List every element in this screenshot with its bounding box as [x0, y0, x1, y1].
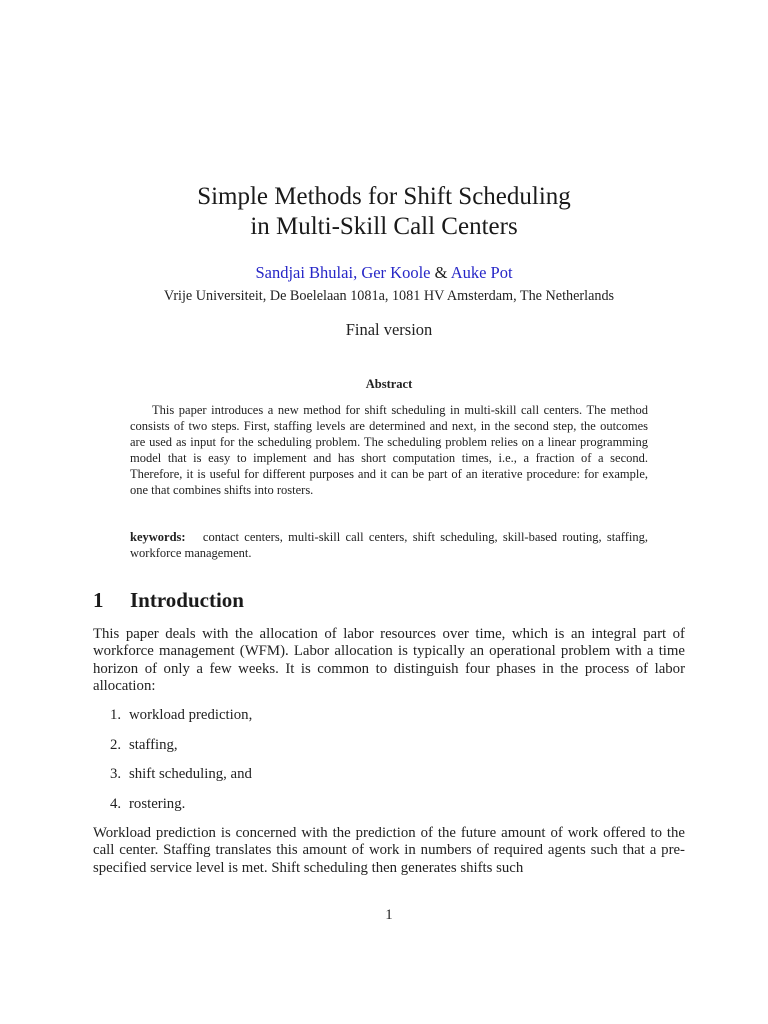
list-item-marker: 3.: [110, 766, 122, 783]
section-number: 1: [93, 588, 104, 612]
intro-paragraph-2: Workload prediction is concerned with the prediction of the future amount of work offered to the call center. Staffing translates this amount of work in numbers of required agents such that a pre-specified service level is met. Shift scheduling then generates shifts such: [93, 825, 685, 876]
paper-version-label: Final version: [345, 320, 433, 339]
intro-paragraph-1: This paper deals with the allocation of labor resources over time, which is an integral part of workforce management (WFM). Labor allocation is typically an operational problem with a time horizon of only a few weeks. It is common to distinguish four phases in the process of labor allocation:: [93, 626, 685, 695]
list-item: [110, 765, 670, 795]
list-item-text: shift scheduling, and: [129, 766, 252, 783]
section-title: Introduction: [130, 588, 244, 612]
list-item: [110, 706, 670, 736]
page-number: 1: [385, 907, 393, 923]
list-item-text: workload prediction,: [129, 707, 253, 723]
keywords-label: keywords:: [130, 530, 186, 544]
author-link-pot[interactable]: Auke Pot: [450, 263, 513, 282]
author-link-bhulai[interactable]: Sandjai Bhulai: [255, 263, 354, 282]
list-item-text: staffing,: [129, 736, 178, 753]
author-separator-ampersand: &: [430, 263, 451, 282]
list-item: [110, 736, 670, 766]
list-item-marker: 1.: [110, 707, 122, 723]
section-heading-introduction: [93, 586, 693, 614]
abstract-heading: Abstract: [365, 377, 413, 391]
author-affiliation: Vrije Universiteit, De Boelelaan 1081a, 1081 HV Amsterdam, The Netherlands: [163, 288, 615, 304]
paper-title-line-1: Simple Methods for Shift Scheduling: [197, 183, 571, 210]
list-item-marker: 4.: [110, 796, 122, 813]
paper-title-line-2: in Multi-Skill Call Centers: [250, 213, 518, 240]
list-item-marker: 2.: [110, 736, 122, 753]
author-list: [0, 262, 768, 284]
author-separator-comma: ,: [353, 263, 362, 282]
keywords-block: [130, 529, 648, 561]
abstract-body: This paper introduces a new method for shift scheduling in multi-skill call centers. The method consists of two steps. First, staffing levels are determined and next, in the second step, the outcomes are used as input for the scheduling problem. The scheduling problem relies on a linear programming model that is easy to implement and has short computation times, i.e., a fraction of a second. Therefore, it is useful for different purposes and it can be part of an iterative procedure: for example, one that combines shifts into rosters.: [130, 403, 648, 497]
author-link-koole[interactable]: Ger Koole: [361, 263, 431, 282]
keywords-text: contact centers, multi-skill call centers, shift scheduling, skill-based routing, staffing, workforce management.: [130, 530, 648, 560]
list-item: [110, 795, 670, 825]
list-item-text: rostering.: [129, 796, 186, 813]
labor-allocation-phase-list: [110, 706, 670, 825]
